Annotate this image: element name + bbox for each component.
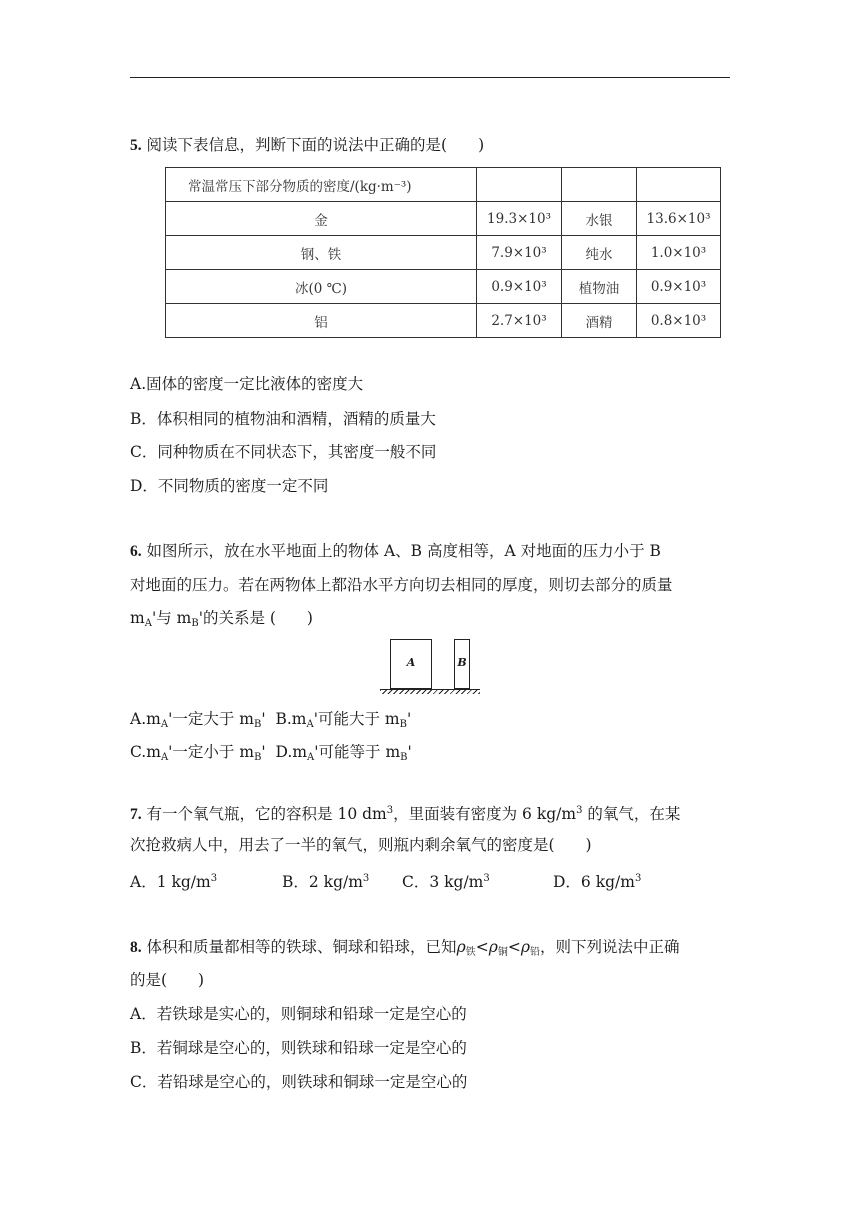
question-5-stem: 5. 阅读下表信息，判断下面的说法中正确的是( ) — [130, 136, 485, 154]
q8-option-c: C．若铅球是空心的，则铁球和铜球一定是空心的 — [130, 1073, 468, 1091]
question-7-line-2: 次抢救病人中，用去了一半的氧气，则瓶内剩余氧气的密度是( ) — [130, 836, 592, 854]
q6-options-row-1: $A.m_A'$一定大于 $m_B'$ $B.m_A'$可能大于 $m_B'$ — [130, 710, 412, 730]
table-header-row — [166, 168, 721, 202]
q8-option-b: B．若铜球是空心的，则铁球和铅球一定是空心的 — [130, 1039, 467, 1057]
question-7-line-1: 7. 有一个氧气瓶，它的容积是 10 $dm^3$，里面装有密度为 6 $kg/m^3$ 的氧气，在某 — [130, 805, 681, 823]
q7-option-b: B．2 $kg/m^3$ — [282, 873, 370, 891]
q5-option-c: C．同种物质在不同状态下，其密度一般不同 — [130, 443, 437, 461]
question-8-line-2: 的是( ) — [130, 971, 205, 989]
header-rule — [130, 77, 730, 78]
question-8-line-1: 8. 体积和质量都相等的铁球、铜球和铅球，已知$\rho_铁<\rho_铜<\rho_铅$，则下列说法中正确 — [130, 938, 680, 958]
question-6-line-3: $m_A'$与 $m_B'$的关系是 ( ) — [130, 609, 313, 629]
q7-option-d: D．6 $kg/m^3$ — [553, 873, 642, 891]
question-6-line-2: 对地面的压力。若在两物体上都沿水平方向切去相同的厚度，则切去部分的质量 — [130, 576, 673, 594]
table-row: 钢、铁 7.9×10³ 纯水 1.0×10³ — [166, 236, 721, 270]
q5-option-b: B．体积相同的植物油和酒精，酒精的质量大 — [130, 410, 436, 428]
q8-option-a: A．若铁球是实心的，则铜球和铅球一定是空心的 — [130, 1005, 467, 1023]
question-6-line-1: 6. 如图所示，放在水平地面上的物体 A、B 高度相等，A 对地面的压力小于 B — [130, 542, 661, 560]
density-table — [165, 167, 721, 338]
q7-option-c: C．3 $kg/m^3$ — [402, 873, 490, 891]
q6-options-row-2: $C.m_A'$一定小于 $m_B'$ $D.m_A'$可能等于 $m_B'$ — [130, 743, 412, 763]
q5-option-a: A.固体的密度一定比液体的密度大 — [130, 375, 364, 393]
q5-option-d: D．不同物质的密度一定不同 — [130, 477, 329, 495]
blocks-figure — [380, 637, 480, 693]
table-row: 冰(0 ℃) 0.9×10³ 植物油 0.9×10³ — [166, 270, 721, 304]
block-b: B — [454, 639, 470, 689]
table-row: 金 19.3×10³ 水银 13.6×10³ — [166, 202, 721, 236]
ground-hatch — [380, 689, 480, 694]
block-a: A — [390, 639, 432, 689]
table-row: 铝 2.7×10³ 酒精 0.8×10³ — [166, 304, 721, 338]
q7-option-a: A．1 $kg/m^3$ — [130, 873, 218, 891]
table-header: 常温常压下部分物质的密度/(kg·m⁻³) — [166, 168, 477, 202]
